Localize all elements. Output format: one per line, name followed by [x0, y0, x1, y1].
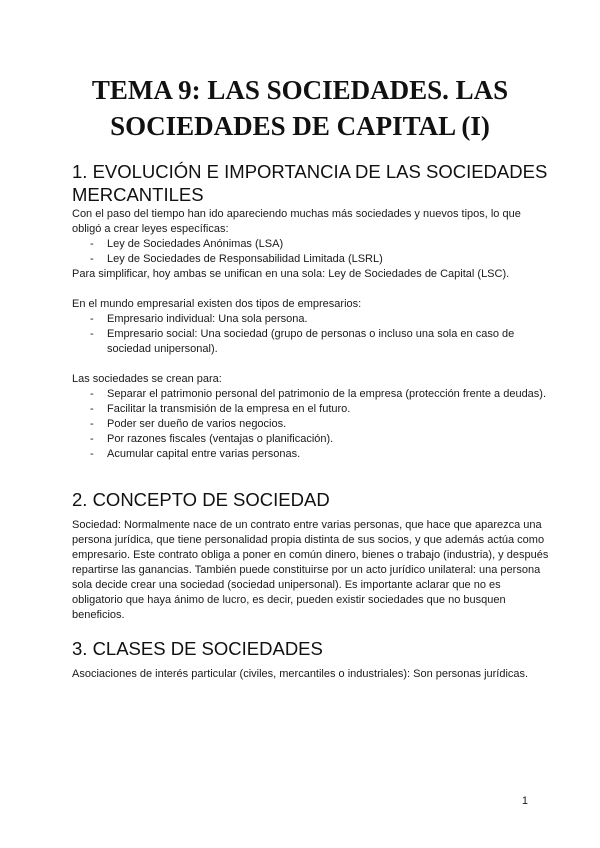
list-item: - Por razones fiscales (ventajas o planificación).	[90, 433, 334, 445]
document-title: TEMA 9: LAS SOCIEDADES. LAS SOCIEDADES DE CAPITAL (I)	[91, 75, 509, 141]
list-item: - Facilitar la transmisión de la empresa en el futuro.	[90, 403, 351, 415]
section-3-heading: 3. CLASES DE SOCIEDADES	[72, 638, 323, 659]
list-item: - Ley de Sociedades Anónimas (LSA)	[90, 238, 284, 250]
list-item: - Ley de Sociedades de Responsabilidad Limitada (LSRL)	[90, 253, 383, 265]
reasons-list	[72, 387, 552, 462]
list-item: - Separar el patrimonio personal del patrimonio de la empresa (protección frente a deudas).	[90, 388, 547, 400]
laws-list	[72, 237, 552, 267]
section-2-heading: 2. CONCEPTO DE SOCIEDAD	[72, 489, 330, 510]
reasons-intro: Las sociedades se crean para:	[72, 373, 222, 385]
entrepreneurs-intro: En el mundo empresarial existen dos tipos de empresarios:	[72, 298, 362, 310]
section-1-intro: Con el paso del tiempo han ido apareciendo muchas más sociedades y nuevos tipos, lo que obligó a crear leyes específicas:	[72, 208, 521, 235]
page-number: 1	[521, 795, 528, 807]
list-item: - Empresario individual: Una sola persona.	[90, 313, 308, 325]
list-item: - Acumular capital entre varias personas.	[90, 448, 301, 460]
section-1-simplify: Para simplificar, hoy ambas se unifican en una sola: Ley de Sociedades de Capital (LSC).	[72, 268, 510, 280]
list-item: - Empresario social: Una sociedad (grupo de personas o incluso una sola en caso de sociedad unipersonal).	[90, 328, 515, 355]
list-item: - Poder ser dueño de varios negocios.	[90, 418, 287, 430]
section-3-body: Asociaciones de interés particular (civiles, mercantiles o industriales): Son personas jurídicas.	[72, 668, 529, 680]
section-2-body: Sociedad: Normalmente nace de un contrato entre varias personas, que hace que aparezca una persona jurídica, que tiene personalidad propia distinta de sus socios, y que además actúa como empresario. Este contrato obliga a poner en común dinero, bienes o trabajo (industria), y después repartirse las ganancias. También puede constituirse por un acto jurídico unilateral: una persona sola decide crear una sociedad (sociedad unipersonal). Es importante aclarar que no es obligatorio que haya ánimo de lucro, es decir, pueden existir sociedades que no busquen beneficios.	[72, 519, 549, 621]
entrepreneurs-list	[72, 312, 552, 357]
section-1-heading: 1. EVOLUCIÓN E IMPORTANCIA DE LAS SOCIEDADES MERCANTILES	[72, 161, 548, 205]
